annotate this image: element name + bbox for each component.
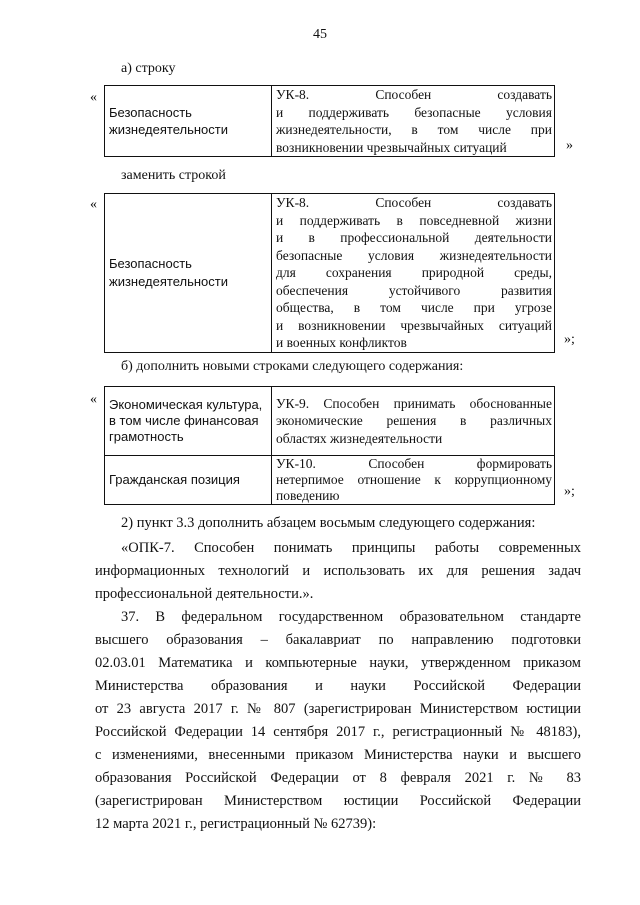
text-line: УК-9. Способен принимать обоснованные: [276, 395, 552, 411]
text-line: и поддерживать безопасные условия: [276, 104, 552, 120]
opk-paragraph: [95, 537, 581, 606]
text-line: возникновении чрезвычайных ситуаций: [276, 139, 507, 155]
text-line: и возникновении чрезвычайных ситуаций: [276, 317, 552, 333]
text-line: общества, в том числе при угрозе: [276, 300, 552, 315]
item-b-label: б) дополнить новыми строками следующего содержания:: [121, 359, 464, 374]
text-line: УК-10. Способен формировать: [276, 456, 552, 471]
table-3-left-cell: Гражданская позиция: [105, 456, 272, 505]
item-2-text: 2) пункт 3.3 дополнить абзацем восьмым следующего содержания:: [121, 515, 536, 531]
page-number: 45: [313, 27, 327, 42]
text-line: УК-8. Способен создавать: [276, 195, 552, 210]
text-line: для сохранения природной среды,: [276, 265, 552, 280]
text-line: высшего образования – бакалавриат по направлению подготовки: [95, 632, 581, 648]
text-line: безопасные условия жизнедеятельности: [276, 247, 552, 263]
text-line: жизнедеятельности, в том числе при: [276, 122, 552, 137]
text-line: «ОПК-7. Способен понимать принципы работы современных: [121, 540, 581, 556]
text-line: нетерпимое отношение к коррупционному: [276, 472, 552, 487]
table-2-left-cell: Безопасность жизнедеятельности: [105, 194, 272, 353]
text-line: Министерства образования и науки Российской Федерации: [95, 678, 581, 694]
text-line: 02.03.01 Математика и компьютерные науки, утвержденном приказом: [95, 655, 581, 671]
text-line: информационных технологий и использовать их для решения задач: [95, 563, 581, 579]
table-3-left-cell: Экономическая культура, в том числе финансовая грамотность: [105, 387, 272, 456]
text-line: (зарегистрирован Министерством юстиции Российской Федерации: [95, 793, 581, 809]
table-row: [105, 456, 555, 505]
text-line: и в профессиональной деятельности: [276, 230, 552, 245]
text-line: образования Российской Федерации от 8 февраля 2021 г. № 83: [95, 770, 581, 786]
table-1-left-cell: Безопасность жизнедеятельности: [105, 86, 272, 157]
replace-label: заменить строкой: [121, 168, 226, 183]
table-row: [105, 387, 555, 456]
text-line: УК-8. Способен создавать: [276, 87, 552, 102]
open-quote: «: [90, 392, 97, 407]
text-line: экономические решения в различных: [276, 413, 552, 429]
table-3-right-cell: [272, 387, 555, 456]
text-line: Российской Федерации 14 сентября 2017 г., регистрационный № 48183),: [95, 724, 581, 740]
text-line: с изменениями, внесенными приказом Министерства науки и высшего: [95, 747, 581, 763]
close-quote: »;: [564, 332, 575, 347]
text-line: 12 марта 2021 г., регистрационный № 62739):: [95, 816, 377, 832]
text-line: и поддерживать в повседневной жизни: [276, 212, 552, 228]
text-line: и военных конфликтов: [276, 335, 407, 350]
paragraph-37: [95, 606, 581, 836]
open-quote: «: [90, 197, 97, 212]
table-3: [104, 386, 555, 505]
close-quote: »: [566, 138, 573, 153]
table-3-right-cell: [272, 456, 555, 505]
table-2: [104, 193, 555, 353]
text-line: 37. В федеральном государственном образовательном стандарте: [121, 609, 581, 625]
item-a-label: а) строку: [121, 61, 176, 76]
table-1: [104, 85, 555, 157]
text-line: областях жизнедеятельности: [276, 430, 443, 446]
open-quote: «: [90, 90, 97, 105]
table-1-right-cell: [272, 86, 555, 157]
table-2-right-cell: [272, 194, 555, 353]
text-line: обеспечения устойчивого развития: [276, 282, 552, 298]
text-line: поведению: [276, 488, 340, 503]
text-line: от 23 августа 2017 г. № 807 (зарегистрирован Министерством юстиции: [95, 701, 581, 717]
text-line: профессиональной деятельности.».: [95, 586, 314, 602]
close-quote: »;: [564, 484, 575, 499]
